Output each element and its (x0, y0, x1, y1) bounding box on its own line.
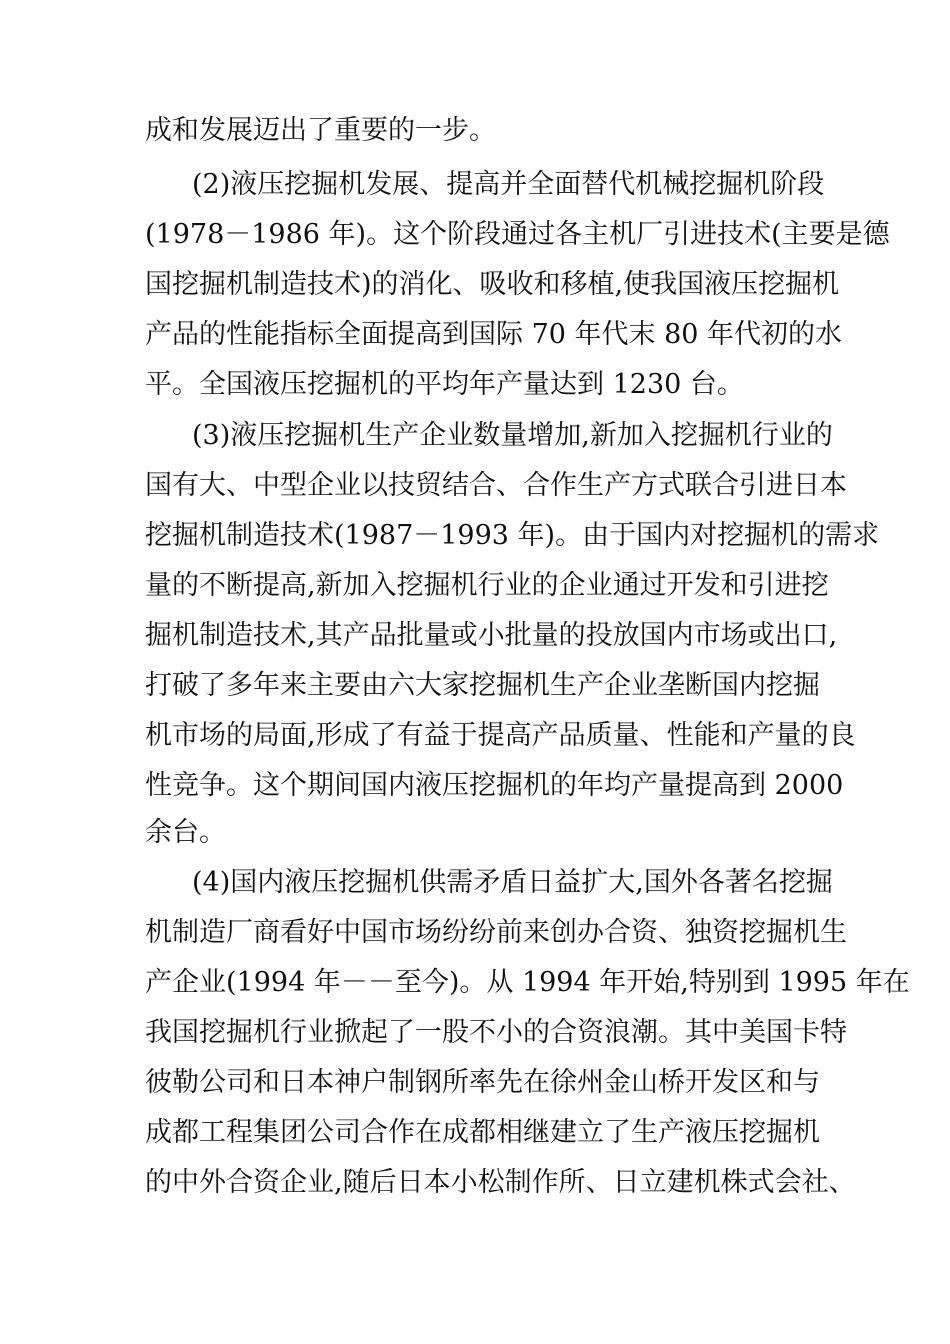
text-line: 打破了多年来主要由六大家挖掘机生产企业垄断国内挖掘 (145, 670, 820, 701)
paragraph-first-line: (2)液压挖掘机发展、提高并全面替代机械挖掘机阶段 (192, 169, 825, 200)
text-line: (1978－1986 年)。这个阶段通过各主机厂引进技术(主要是德 (145, 219, 890, 250)
text-line: 余台。 (145, 817, 226, 848)
text-line: 机制造厂商看好中国市场纷纷前来创办合资、独资挖掘机生 (145, 917, 847, 948)
text-line: 国挖掘机制造技术)的消化、吸收和移植,使我国液压挖掘机 (145, 269, 840, 300)
paragraph-first-line: (3)液压挖掘机生产企业数量增加,新加入挖掘机行业的 (192, 420, 833, 451)
paragraph-first-line: (4)国内液压挖掘机供需矛盾日益扩大,国外各著名挖掘 (192, 867, 833, 898)
text-line: 产企业(1994 年－－至今)。从 1994 年开始,特别到 1995 年在 (145, 967, 910, 998)
text-line: 产品的性能指标全面提高到国际 70 年代末 80 年代初的水 (145, 319, 843, 350)
text-line: 掘机制造技术,其产品批量或小批量的投放国内市场或出口, (145, 620, 838, 651)
text-line: 量的不断提高,新加入挖掘机行业的企业通过开发和引进挖 (145, 570, 829, 601)
text-line: 成和发展迈出了重要的一步。 (145, 115, 496, 146)
text-line: 彼勒公司和日本神户制钢所率先在徐州金山桥开发区和与 (145, 1067, 820, 1098)
text-line: 机市场的局面,形成了有益于提高产品质量、性能和产量的良 (145, 720, 856, 751)
text-line: 我国挖掘机行业掀起了一股不小的合资浪潮。其中美国卡特 (145, 1017, 847, 1048)
text-line: 平。全国液压挖掘机的平均年产量达到 1230 台。 (145, 369, 744, 400)
text-line: 性竞争。这个期间国内液压挖掘机的年均产量提高到 2000 (145, 770, 844, 801)
text-line: 的中外合资企业,随后日本小松制作所、日立建机株式会社、 (145, 1167, 856, 1198)
text-line: 成都工程集团公司合作在成都相继建立了生产液压挖掘机 (145, 1117, 820, 1148)
text-line: 挖掘机制造技术(1987－1993 年)。由于国内对挖掘机的需求 (145, 520, 880, 551)
text-line: 国有大、中型企业以技贸结合、合作生产方式联合引进日本 (145, 470, 847, 501)
